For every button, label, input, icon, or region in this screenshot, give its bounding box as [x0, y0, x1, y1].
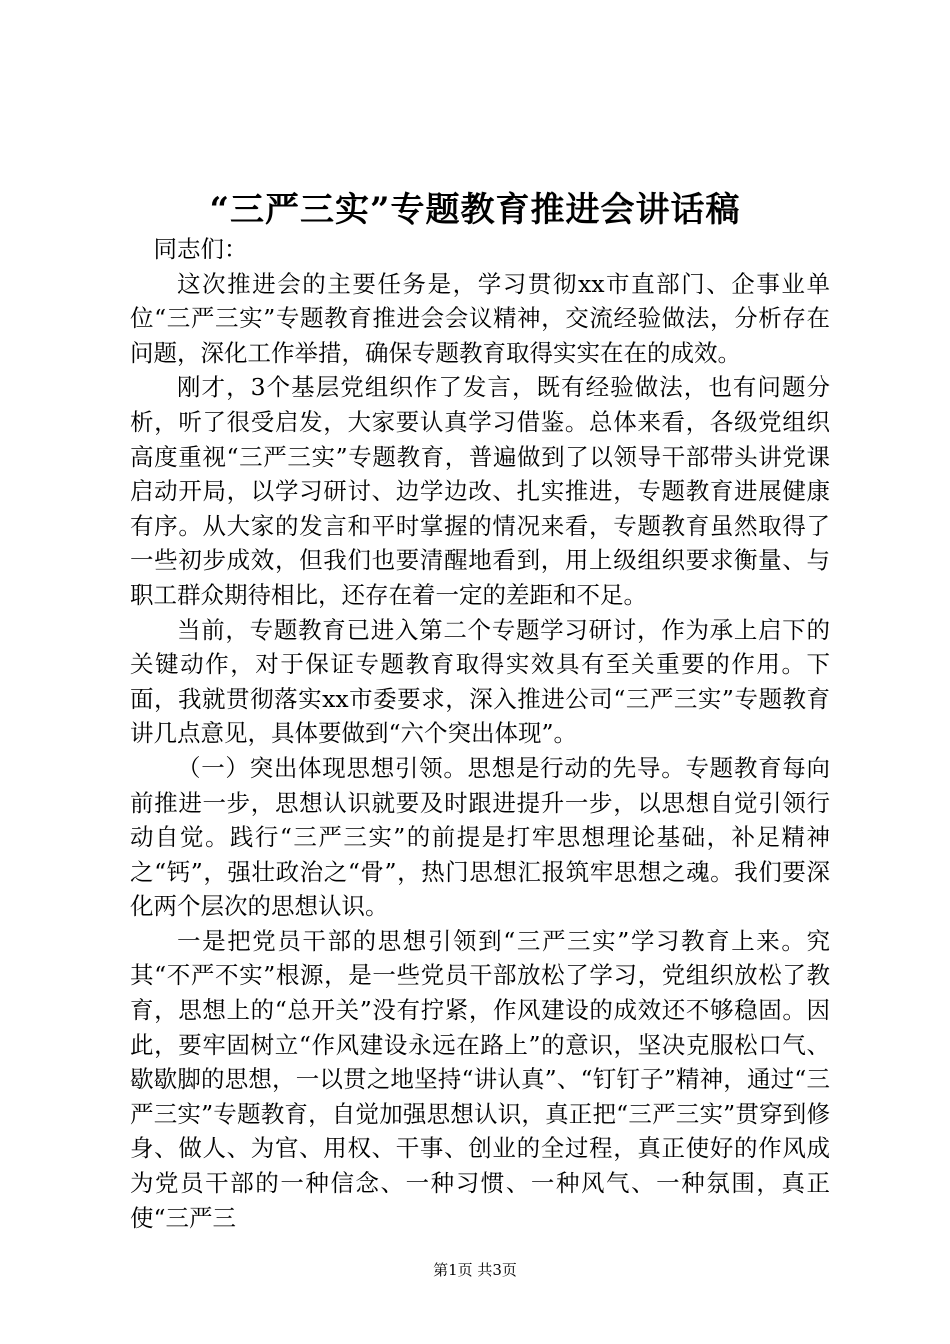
- paragraph: （一）突出体现思想引领。思想是行动的先导。专题教育每向前推进一步，思想认识就要及时跟进提升一步，以思想自觉引领行动自觉。践行“三严三实”的前提是打牢思想理论基础，补足精神之“钙”，强壮政治之“骨”，热门思想汇报筑牢思想之魂。我们要深化两个层次的思想认识。: [130, 753, 830, 921]
- paragraph: 这次推进会的主要任务是，学习贯彻xx市直部门、企事业单位“三严三实”专题教育推进会会议精神，交流经验做法，分析存在问题，深化工作举措，确保专题教育取得实实在在的成效。: [130, 269, 830, 367]
- paragraph: 刚才，3个基层党组织作了发言，既有经验做法，也有问题分析，听了很受启发，大家要认真学习借鉴。总体来看，各级党组织高度重视“三严三实”专题教育，普遍做到了以领导干部带头讲党课启动开局，以学习研讨、边学边改、扎实推进，专题教育进展健康有序。从大家的发言和平时掌握的情况来看，专题教育虽然取得了一些初步成效，但我们也要清醒地看到，用上级组织要求衡量、与职工群众期待相比，还存在着一定的差距和不足。: [130, 373, 830, 609]
- salutation: 同志们：: [153, 235, 248, 263]
- paragraph: 当前，专题教育已进入第二个专题学习研讨，作为承上启下的关键动作，对于保证专题教育取得实效具有至关重要的作用。下面，我就贯彻落实xx市委要求，深入推进公司“三严三实”专题教育讲几点意见，具体要做到“六个突出体现”。: [130, 615, 830, 748]
- paragraph: 一是把党员干部的思想引领到“三严三实”学习教育上来。究其“不严不实”根源，是一些党员干部放松了学习，党组织放松了教育，思想上的“总开关”没有拧紧，作风建设的成效还不够稳固。因此，要牢固树立“作风建设永远在路上”的意识，坚决克服松口气、歇歇脚的思想，一以贯之地坚持“讲认真”、“钉钉子”精神，通过“三严三实”专题教育，自觉加强思想认识，真正把“三严三实”贯穿到修身、做人、为官、用权、干事、创业的全过程，真正使好的作风成为党员干部的一种信念、一种习惯、一种风气、一种氛围，真正使“三严三: [130, 926, 830, 1232]
- page-footer: 第1页 共3页: [433, 1261, 517, 1279]
- document-body: [130, 232, 830, 1235]
- document-title: “三严三实”专题教育推进会讲话稿: [209, 190, 741, 230]
